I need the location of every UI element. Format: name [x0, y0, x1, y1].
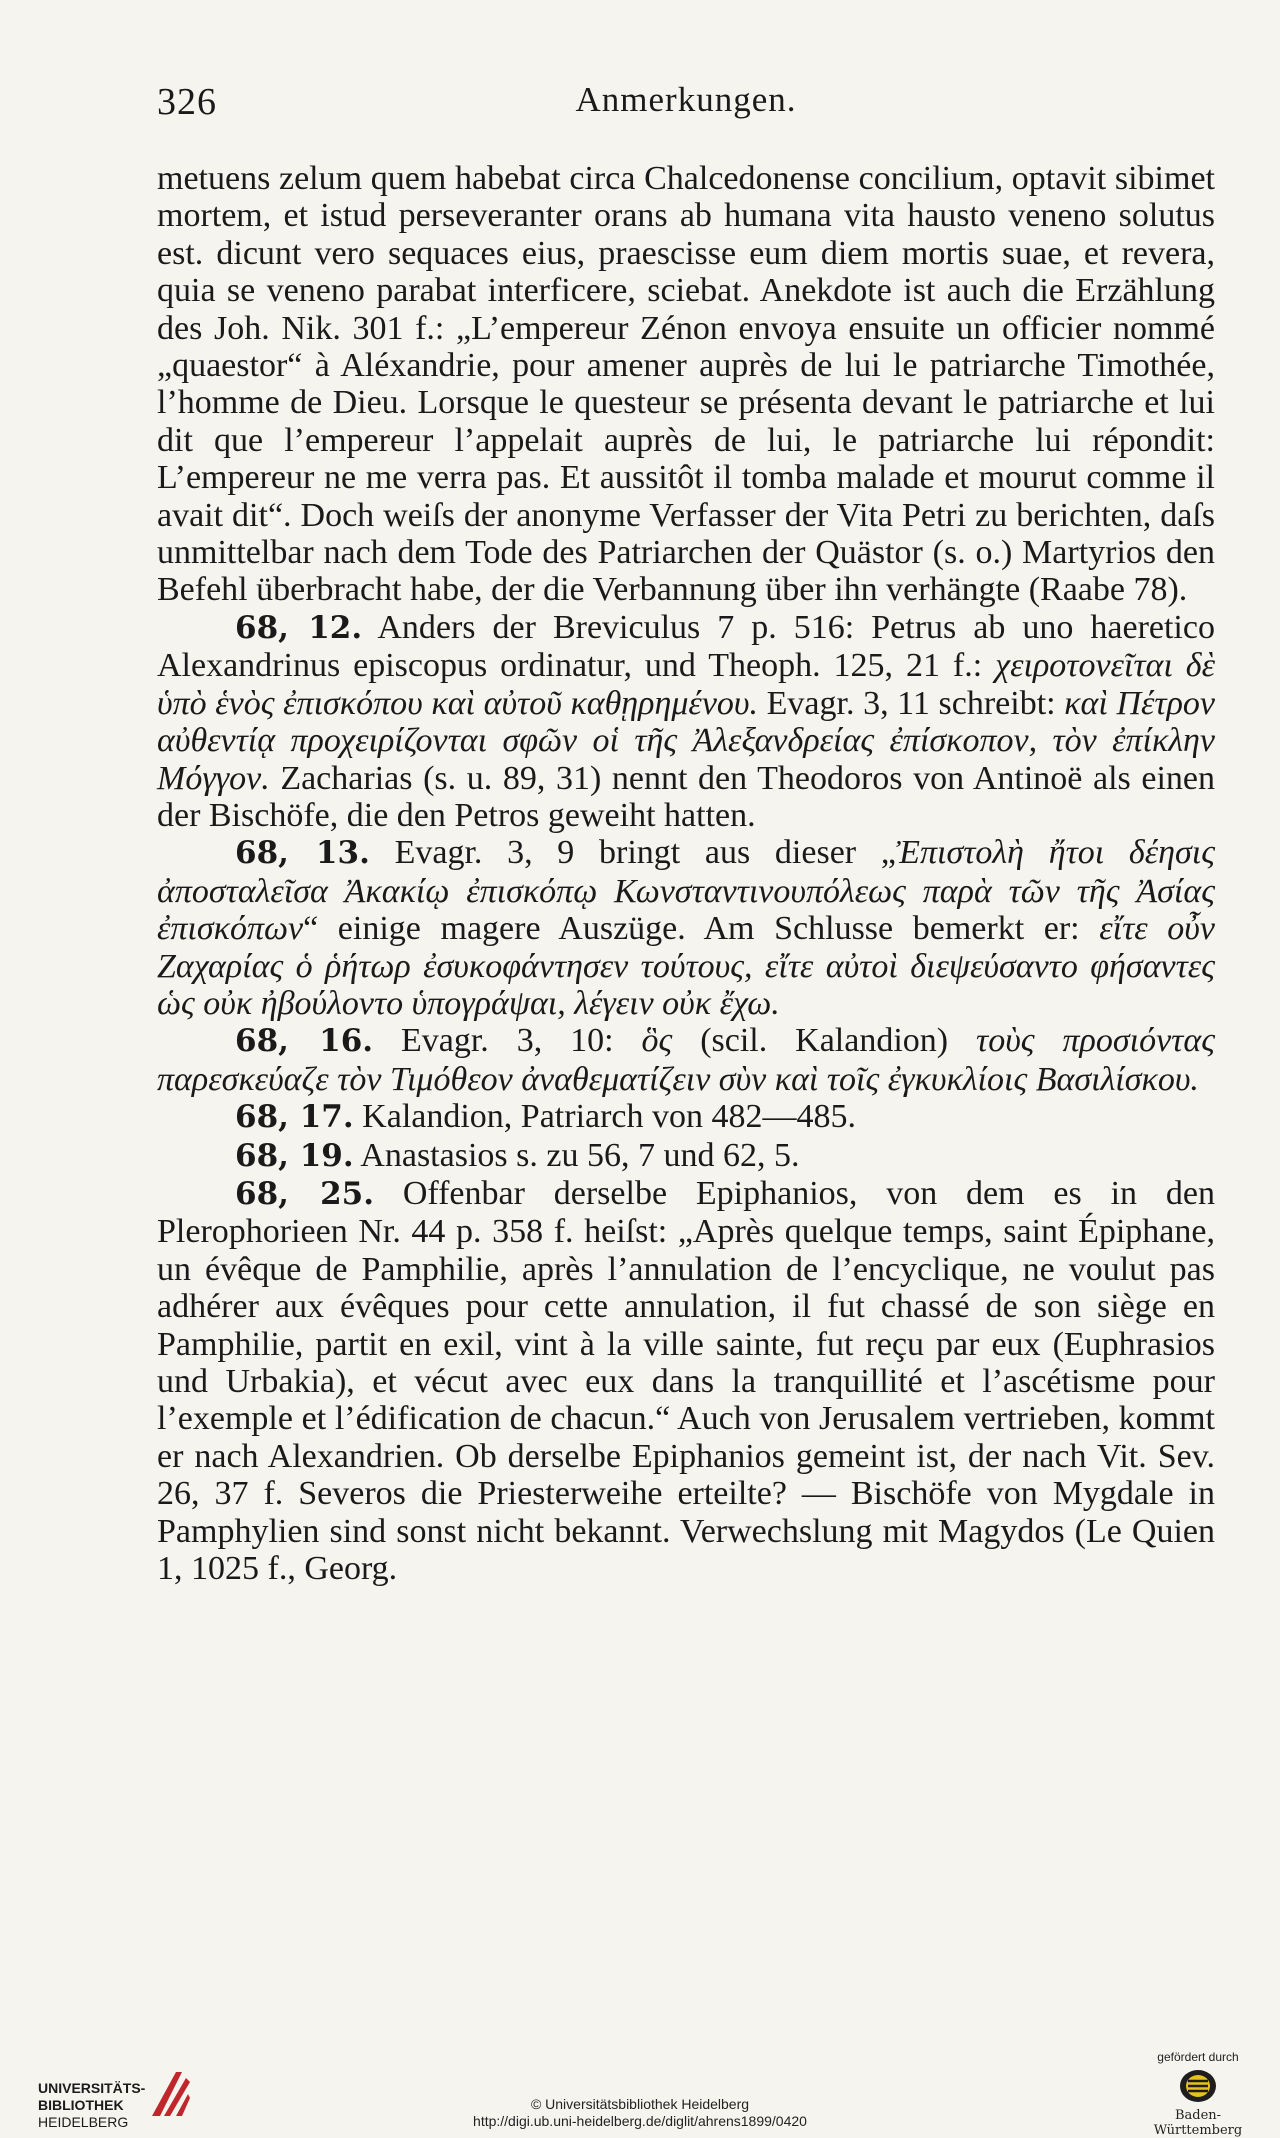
note-text: Offenbar derselbe Epiphanios, von dem es in den Plerophorieen Nr. 44 p. 358 f. heiſst: „Après quelque temps, saint Épiphane, un évêque de Pamphilie, après l’annulation de l’encyclique, ne voulut pas adhérer aux évêques pour cette annulation, il fut chassé de son siège en Pamphilie, partit en exil, vint à la ville sainte, fut reçu par eux (Euphrasios und Urbakia), et vécut avec eux dans la tranquillité et l’ascétisme pour l’exemple et l’édification de chacun.“ Auch von Jerusalem vertrieben, kommt er nach Alexandrien. Ob derselbe Epiphanios gemeint ist, der nach Vit. Sev. 26, 37 f. Severos die Priesterweihe erteilte? — Bischöfe von Mygdale in Pamphylien sind sonst nicht bekannt. Verwechslung mit Magydos (Le Quien 1, 1025 f., Georg. — [157, 1174, 1215, 1588]
note-text: (scil. Kalandion) — [672, 1022, 977, 1060]
funder-block — [1138, 2050, 1258, 2138]
note-text: metuens zelum quem habebat circa Chalcedonense concilium, optavit sibimet mortem, et istud perseveranter orans ab humana vita hausto veneno solutus est. dicunt vero sequaces eius, praescisse eum diem mortis suae, et revera, quia se veneno parabat interficere, sciebat. Anekdote ist auch die Erzählung des Joh. Nik. 301 f.: „L’empereur Zénon envoya ensuite un officier nommé „quaestor“ à Aléxandrie, pour amener auprès de lui le patriarche Timothée, l’homme de Dieu. Lorsque le questeur se présenta devant le patriarche et lui dit que l’empereur l’appelait auprès de lui, le patriarche lui répondit: L’empereur ne me verra pas. Et aussitôt il tomba malade et mourut comme il avait dit“. Doch weiſs der anonyme Verfasser der Vita Petri zu berichten, daſs unmittelbar nach dem Tode des Patriarchen der Quästor (s. o.) Martyrios den Befehl überbracht habe, der die Verbannung über ihn verhängte (Raabe 78). — [157, 160, 1215, 609]
note-text: Evagr. 3, 10: — [401, 1022, 642, 1060]
annotation-note — [157, 1137, 1215, 1175]
greek-quotation: καὶ Πέτρον αὐθεντίᾳ προχειρίζονται σφῶν οἱ τῆς Ἀλεξανδρείας ἐπίσκοπον, τὸν ἐπίκλην Μόγγον. — [157, 684, 1215, 797]
note-text: “ einige magere Auszüge. Am Schlusse bemerkt er: — [303, 910, 1100, 948]
library-name-line2: BIBLIOTHEK — [38, 2097, 124, 2113]
funded-by-label: gefördert durch — [1157, 2050, 1239, 2064]
page-number: 326 — [157, 81, 217, 123]
annotation-note — [157, 1098, 1215, 1136]
annotation-note — [157, 1175, 1215, 1587]
annotation-note — [157, 1022, 1215, 1098]
annotations-body — [157, 160, 1215, 1587]
annotation-note — [157, 834, 1215, 1022]
permalink[interactable]: http://digi.ub.uni-heidelberg.de/diglit/ahrens1899/0420 — [473, 2113, 807, 2129]
footer-credits — [0, 2096, 1280, 2130]
note-text: Evagr. 3, 11 schreibt: — [758, 684, 1065, 722]
continuation-paragraph — [157, 160, 1215, 609]
note-text: Kalandion, Patriarch von 482—485. — [362, 1098, 857, 1136]
note-text: Evagr. 3, 9 bringt aus dieser „ — [394, 834, 896, 872]
greek-quotation: τοὺς προσιόντας παρεσκεύαζε τὸν Τιμόθεον ἀναθεματίζειν σὺν καὶ τοῖς ἐγκυκλίοις Βασιλίσκου. — [157, 1022, 1215, 1098]
copyright-text: © Universitätsbibliothek Heidelberg — [530, 2096, 750, 2112]
note-reference: 68, 25. — [235, 1175, 374, 1212]
note-text: Anastasios s. zu 56, 7 und 62, 5. — [360, 1136, 800, 1174]
state-seal-icon — [1178, 2068, 1218, 2104]
library-name-line1: UNIVERSITÄTS- — [38, 2080, 146, 2096]
greek-quotation: εἴτε οὖν Ζαχαρίας ὁ ῥήτωρ ἐσυκοφάντησεν τούτους, εἴτε αὐτοὶ διεψεύσαντο φήσαντες ὡς οὐκ ἠβούλοντο ὑπογράψαι, λέγειν οὐκ ἔχω. — [157, 910, 1215, 1022]
page-header — [157, 80, 1215, 130]
annotation-note — [157, 609, 1215, 834]
note-reference: 68, 12. — [235, 609, 363, 646]
greek-quotation: ὃς — [641, 1022, 673, 1060]
note-text: Zacharias (s. u. 89, 31) nennt den Theodoros von Antinoë als einen der Bischöfe, die den Petros geweiht hatten. — [157, 759, 1215, 834]
funder-name: Baden-Württemberg — [1153, 2108, 1243, 2138]
greek-quotation: χειροτονεῖται δὲ ὑπὸ ἑνὸς ἐπισκόπου καὶ αὐτοῦ καθῃρημένου. — [157, 647, 1215, 722]
running-title: Anmerkungen. — [575, 80, 797, 119]
note-reference: 68, 16. — [235, 1023, 374, 1060]
note-reference: 68, 13. — [235, 835, 370, 872]
note-reference: 68, 17. — [235, 1099, 354, 1136]
library-name-line3: HEIDELBERG — [38, 2114, 129, 2130]
page-footer — [0, 2040, 1280, 2138]
greek-quotation: Ἐπιστολὴ ἤτοι δέησις ἀποσταλεῖσα Ἀκακίῳ ἐπισκόπῳ Κωνσταντινουπόλεως παρὰ τῶν τῆς Ἀσίας ἐπισκόπων — [157, 834, 1215, 948]
note-reference: 68, 19. — [235, 1137, 354, 1174]
note-text: Anders der Breviculus 7 p. 516: Petrus ab uno haeretico Alexandrinus episcopus ordinatur, und Theoph. 125, 21 f.: — [157, 608, 1215, 685]
